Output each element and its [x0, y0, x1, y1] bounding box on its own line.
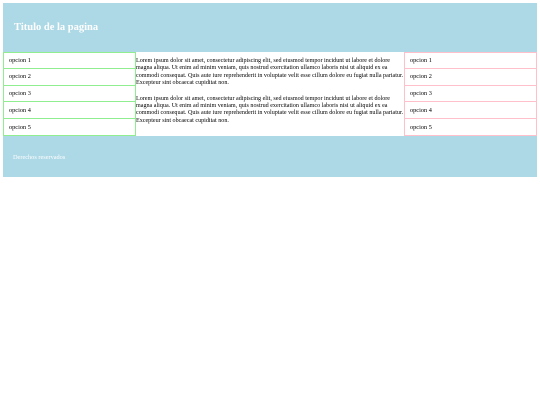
- right-nav-item-4[interactable]: opcion 4: [404, 102, 537, 119]
- content-paragraph-2: Lorem ipsum dolor sit amet, consectetur adipiscing elit, sed eiusmod tempor incidunt ut labore et dolore magna aliqua. Ut enim ad minim veniam, quis nostrud exercitation ullamco laboris nisi ut aliquid ex ea commodi consequat. Quis aute iure reprehenderit in voluptate velit esse cillum dolore eu fugiat nulla pariatur. Excepteur sint obcaecat cupiditat non.: [136, 95, 404, 124]
- right-nav-item-2[interactable]: opcion 2: [404, 69, 537, 86]
- main-area: [3, 52, 537, 137]
- page-footer: [3, 137, 537, 177]
- content-paragraph-1: Lorem ipsum dolor sit amet, consectetur adipiscing elit, sed eiusmod tempor incidunt ut labore et dolore magna aliqua. Ut enim ad minim veniam, quis nostrud exercitation ullamco laboris nisi ut aliquid ex ea commodi consequat. Quis aute iure reprehenderit in voluptate velit esse cillum dolore eu fugiat nulla pariatur. Excepteur sint obcaecat cupiditat non.: [136, 58, 404, 87]
- left-nav: [3, 52, 136, 136]
- page-title: Titulo de la pagina: [14, 22, 99, 33]
- left-nav-item-1[interactable]: opcion 1: [3, 52, 136, 69]
- main-content: [136, 52, 404, 136]
- left-nav-item-4[interactable]: opcion 4: [3, 102, 136, 119]
- right-nav-item-5[interactable]: opcion 5: [404, 119, 537, 136]
- left-nav-item-5[interactable]: opcion 5: [3, 119, 136, 136]
- right-nav-item-3[interactable]: opcion 3: [404, 86, 537, 103]
- left-nav-item-2[interactable]: opcion 2: [3, 69, 136, 86]
- page: [3, 3, 537, 177]
- left-nav-item-3[interactable]: opcion 3: [3, 86, 136, 103]
- footer-text: Derechos reservados: [13, 153, 66, 161]
- right-nav: [404, 52, 537, 136]
- page-header: [3, 3, 537, 52]
- right-nav-item-1[interactable]: opcion 1: [404, 52, 537, 69]
